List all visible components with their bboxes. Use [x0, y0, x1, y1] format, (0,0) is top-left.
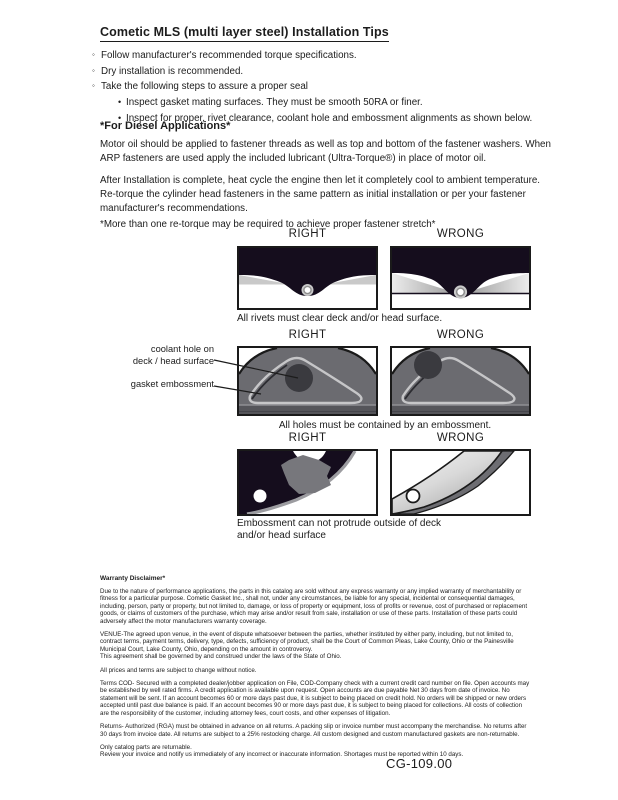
rivet-right-graphic: [239, 248, 376, 308]
wrong-label-row3: WRONG: [436, 432, 485, 444]
list-item-text: Inspect gasket mating surfaces. They must be smooth 50RA or finer.: [126, 97, 423, 109]
list-item: [92, 48, 552, 64]
warranty-paragraph: Due to the nature of performance applications, the parts in this catalog are sold without any express warranty or any implied warranty of merchantability or fitness for a particular purpose. Cometic Gasket Inc., shall not, under any circumstances, be liable for any special, incidental or consequential damages, including, person, party or property, but not limited to, damage, or loss of property or equipment, loss of profits or revenue, cost of purchased or replacement goods, or claims of customers of the purchase, which may arise and/or result from sale, installation or use of these parts. Installation of these parts could adversely affect the motor manufacturers warranty coverage.: [100, 588, 528, 625]
diesel-paragraph-2: After Installation is complete, heat cycle the engine then let it completely cool to ambient temperature. Re-torque the cylinder head fasteners in the same pattern as initial installation or per your fastener manufacturer's recommendations.: [100, 175, 541, 214]
warranty-heading: Warranty Disclaimer*: [100, 575, 166, 582]
embossment-wrong-graphic: [392, 348, 529, 414]
warranty-disclaimer: [100, 575, 532, 759]
diesel-paragraph-1: Motor oil should be applied to fastener threads as well as top and bottom of the fastener washers. When ARP fasteners are used apply the included lubricant (Ultra-Torque®) in place of motor oil.: [100, 139, 551, 164]
diagram-embossment-wrong: [390, 346, 531, 416]
caption-rivets: All rivets must clear deck and/or head surface.: [237, 313, 443, 324]
caption-holes: All holes must be contained by an embossment.: [278, 420, 492, 431]
page-code: CG-109.00: [386, 756, 453, 771]
caption-protrude: [237, 518, 467, 541]
right-label-row3: RIGHT: [288, 432, 327, 444]
right-label-row1: RIGHT: [288, 228, 327, 240]
list-item-text: Follow manufacturer's recommended torque specifications.: [101, 50, 357, 61]
catalog-parts-paragraph: Only catalog parts are returnable.: [100, 743, 192, 751]
review-invoice-paragraph: Review your invoice and notify us immediately of any incorrect or inaccurate information. Shortages must be reported within 10 days.: [100, 751, 464, 759]
circle-bullet-icon: ◦: [92, 65, 95, 75]
diagram-rivet-right: [237, 246, 378, 310]
diagram-rivet-wrong: [390, 246, 531, 310]
wrong-label-row2: WRONG: [436, 329, 485, 341]
coolant-hole-label-line1: coolant hole on: [150, 344, 214, 354]
coolant-hole-label-line2: deck / head surface: [132, 355, 214, 366]
list-item-text: Dry installation is recommended.: [101, 65, 244, 77]
rivet-wrong-graphic: [392, 248, 529, 308]
list-item-text: Take the following steps to assure a proper seal: [101, 81, 308, 93]
protrude-wrong-graphic: [392, 451, 529, 514]
retorque-note: *More than one re-torque may be required to achieve proper fastener stretch*: [100, 219, 436, 230]
caption-protrude-line2: and/or head surface: [237, 529, 326, 541]
list-item: [92, 64, 552, 80]
returns-paragraph: Returns- Authorized (RGA) must be obtained in advance on all returns. A packing slip or invoice number must accompany the merchandise. No returns after 30 days from invoice date. All returns are subject to a 25% restocking charge. All custom designed and custom manufactured gaskets are non-returnable.: [100, 723, 527, 738]
dot-bullet-icon: •: [118, 112, 122, 123]
diagram-protrude-wrong: [390, 449, 531, 516]
list-item-text: Inspect for proper, rivet clearance, coolant hole and embossment alignments as shown below.: [126, 112, 533, 124]
prices-paragraph: All prices and terms are subject to change without notice.: [100, 666, 257, 674]
list-sub-item: [92, 95, 552, 111]
leader-lines: [128, 346, 312, 402]
list-item: [92, 79, 552, 95]
diagram-protrude-right: [237, 449, 378, 516]
protrude-right-graphic: [239, 451, 376, 514]
governed-paragraph: This agreement shall be governed by and construed under the laws of the State of Ohio.: [100, 653, 342, 661]
tips-list: [92, 48, 552, 127]
circle-bullet-icon: ◦: [92, 81, 95, 91]
dot-bullet-icon: •: [118, 97, 122, 108]
circle-bullet-icon: ◦: [92, 50, 95, 59]
caption-protrude-line1: Embossment can not protrude outside of deck: [237, 518, 442, 529]
diesel-section-heading: *For Diesel Applications*: [100, 120, 231, 132]
page-title: Cometic MLS (multi layer steel) Installation Tips: [100, 25, 389, 42]
terms-paragraph: Terms COD- Secured with a completed dealer/jobber application on File, COD-Company check with a current credit card number on file. Open accounts may be established by well rated firms. A credit application is available upon request. Open accounts are due payable Net 30 days from date of invoice. No statement will be sent. If an account becomes 60 or more days past due, it is subject to being placed on credit hold. No orders will be shipped or new orders accepted until past due balance is paid. If an account becomes 90 or more days past due, it is subject to being placed for collections. All costs of collection are the responsibility of the customer, including attorney fees, court costs, and other expenses of litigation.: [100, 680, 530, 717]
right-label-row2: RIGHT: [288, 329, 327, 341]
venue-paragraph: VENUE-The agreed upon venue, in the event of dispute whatsoever between the parties, whether instituted by either party, including, but not limited to, contract terms, payment terms, delivery, type, defects, sufficiency of product, shall be the Court of Common Pleas, Lake County, Ohio or the Painesville Municipal Court, Lake County, Ohio, depending on the amount in controversy.: [100, 631, 514, 653]
wrong-label-row1: WRONG: [436, 228, 485, 240]
gasket-embossment-label: gasket embossment: [130, 379, 214, 389]
